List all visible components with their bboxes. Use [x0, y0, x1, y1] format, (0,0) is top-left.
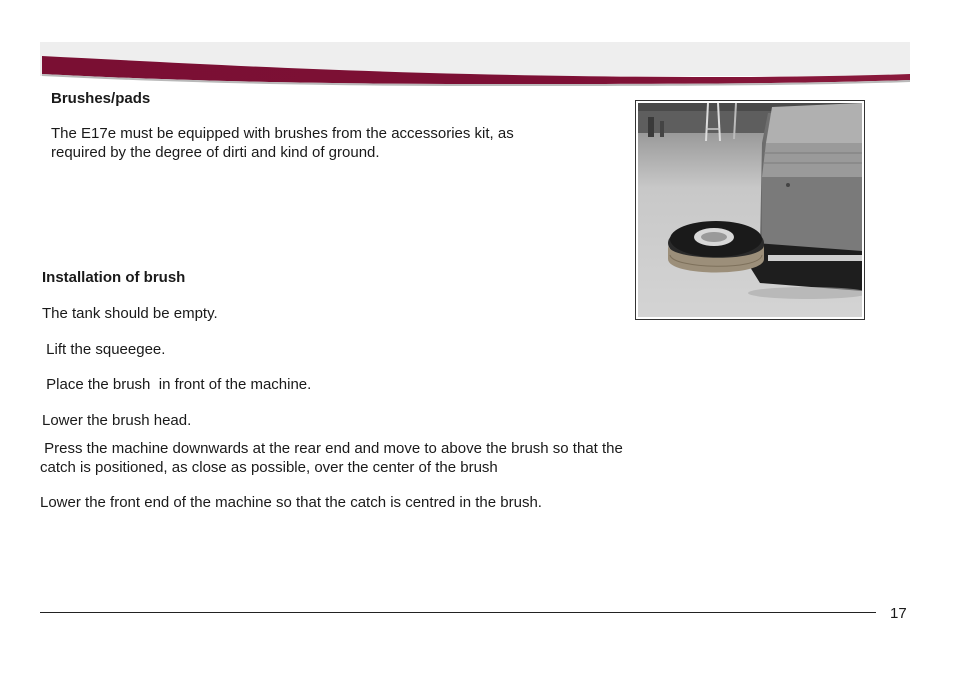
- heading-brushes-pads: Brushes/pads: [51, 90, 151, 107]
- machine-brush-photo-icon: [638, 103, 862, 317]
- step-place-brush: Place the brush in front of the machine.: [42, 376, 312, 393]
- footer-rule: [40, 612, 876, 613]
- machine-brush-photo: [635, 100, 865, 320]
- page-number: 17: [890, 605, 907, 622]
- step-lower-front-end: Lower the front end of the machine so that the catch is centred in the brush.: [40, 494, 542, 511]
- step-press-machine-line-2: catch is positioned, as close as possible, over the center of the brush: [40, 459, 498, 476]
- header-swoosh-graphic: [40, 40, 912, 90]
- brushes-body-line-1: The E17e must be equipped with brushes from the accessories kit, as: [51, 125, 514, 142]
- heading-installation-of-brush: Installation of brush: [42, 269, 186, 286]
- step-lower-brush-head: Lower the brush head.: [42, 412, 192, 429]
- header-band: [40, 40, 912, 90]
- step-lift-squeegee: Lift the squeegee.: [42, 341, 166, 358]
- brushes-body-line-2: required by the degree of dirti and kind of ground.: [51, 144, 380, 161]
- step-press-machine-line-1: Press the machine downwards at the rear end and move to above the brush so that the: [40, 440, 623, 457]
- step-tank-empty: The tank should be empty.: [42, 305, 218, 322]
